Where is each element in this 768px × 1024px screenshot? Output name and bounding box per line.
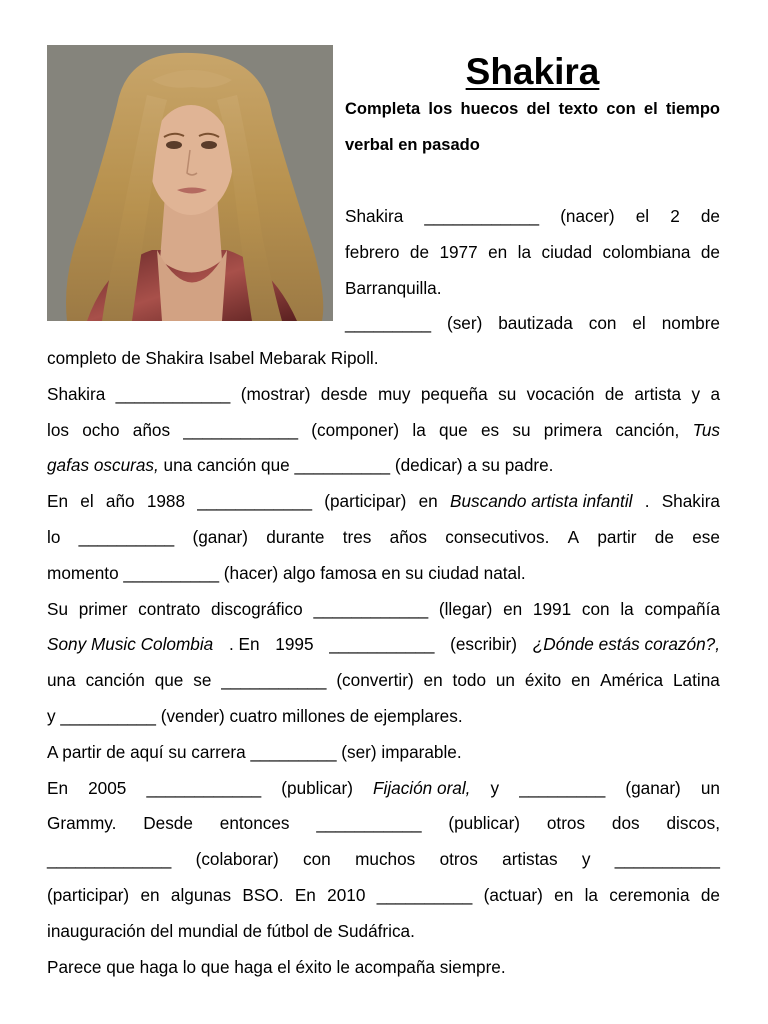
main-text-block: [47, 341, 720, 985]
blank-gap: ___________: [221, 670, 327, 691]
word: (ser): [446, 313, 483, 334]
word: muchos: [355, 849, 416, 870]
word: primer: [78, 598, 128, 619]
italic-title: ¿Dónde estás corazón?,: [532, 634, 720, 655]
word: Barranquilla.: [345, 277, 442, 298]
italic-title: Fijación oral,: [373, 777, 471, 798]
word: Grammy.: [47, 813, 117, 834]
word: el: [632, 313, 646, 334]
word: y __________ (vender) cuatro millones de ejemplares.: [47, 705, 463, 726]
word: con: [581, 598, 610, 619]
word: otros: [439, 849, 478, 870]
word: artistas: [502, 849, 558, 870]
word: (actuar): [483, 884, 543, 905]
word: la: [412, 419, 426, 440]
word: partir: [597, 526, 637, 547]
text-line: [47, 806, 720, 842]
italic-title: Buscando artista infantil: [449, 491, 633, 512]
text-line: [47, 592, 720, 628]
word: de: [654, 526, 674, 547]
word: a: [710, 383, 720, 404]
word: y: [490, 777, 500, 798]
word: el: [80, 491, 94, 512]
instructions-text: Completa los huecos del texto con el tiempo verbal en pasado: [345, 100, 720, 154]
blank-gap: __________: [376, 884, 473, 905]
word: América: [600, 670, 664, 691]
word: (nacer): [560, 206, 615, 226]
blank-gap: ___________: [316, 813, 422, 834]
blank-gap: ____________: [197, 491, 313, 512]
word: ocho: [82, 419, 120, 440]
word: años: [132, 419, 171, 440]
word: en: [503, 598, 523, 619]
word: la: [620, 598, 634, 619]
word: (escribir): [450, 634, 517, 655]
word: de: [700, 206, 720, 226]
word: Shakira: [47, 383, 106, 404]
word: en: [571, 670, 591, 691]
text-line: [47, 914, 720, 950]
word: completo de Shakira Isabel Mebarak Ripoll.: [47, 348, 379, 368]
text-line: [47, 663, 720, 699]
word: 1995: [275, 634, 314, 655]
word: En: [294, 884, 316, 905]
italic-title: Sony Music Colombia: [47, 634, 214, 655]
word: .: [644, 491, 650, 512]
text-line: [47, 842, 720, 878]
word: durante: [266, 526, 325, 547]
blank-gap: ___________: [329, 634, 435, 655]
word: BSO.: [242, 884, 284, 905]
text-line: [47, 771, 720, 807]
word: el: [635, 206, 650, 226]
word: 1991: [532, 598, 572, 619]
text-line: [47, 627, 720, 663]
word: (convertir): [336, 670, 414, 691]
word: en: [418, 491, 438, 512]
word: (llegar): [438, 598, 493, 619]
word: Shakira: [661, 491, 720, 512]
word: lo: [47, 526, 61, 547]
word: Desde: [143, 813, 193, 834]
word: pequeña: [420, 383, 488, 404]
word: una: [47, 670, 76, 691]
word: otros: [546, 813, 586, 834]
word: (mostrar): [240, 383, 311, 404]
word: 1988: [146, 491, 186, 512]
text-line: [345, 306, 720, 342]
word: 1977: [439, 241, 478, 262]
blank-gap: ____________: [183, 419, 299, 440]
word: su: [512, 419, 531, 440]
word: momento __________ (hacer) algo famosa en su ciudad natal.: [47, 562, 526, 583]
text-line: [47, 520, 720, 556]
word: (ganar): [625, 777, 681, 798]
word: contrato: [138, 598, 201, 619]
word: con: [303, 849, 331, 870]
word: la: [584, 884, 598, 905]
side-text-block: [345, 199, 720, 342]
word: nombre: [661, 313, 720, 334]
text-line: [47, 448, 720, 484]
word: en: [488, 241, 508, 262]
text-line: [47, 484, 720, 520]
blank-gap: ____________: [313, 598, 429, 619]
word: Parece que haga lo que haga el éxito le acompaña siempre.: [47, 956, 506, 977]
word: (componer): [311, 419, 400, 440]
word: es: [480, 419, 500, 440]
text-line: [47, 878, 720, 914]
text-line: [345, 199, 720, 235]
word: canción,: [615, 419, 680, 440]
word: discográfico: [211, 598, 303, 619]
word: artista: [634, 383, 682, 404]
text-line: [345, 271, 720, 307]
word: los: [47, 419, 69, 440]
word: 2: [670, 206, 680, 226]
italic-title: gafas oscuras,: [47, 455, 159, 476]
word: en: [423, 670, 443, 691]
word: año: [105, 491, 135, 512]
shakira-portrait-photo: [47, 45, 333, 321]
word: Su: [47, 598, 69, 619]
word: un: [700, 777, 720, 798]
blank-gap: ____________: [424, 206, 540, 226]
word: dos: [611, 813, 640, 834]
word: bautizada: [498, 313, 573, 334]
word: que: [439, 419, 468, 440]
word: Latina: [672, 670, 720, 691]
word: en: [140, 884, 160, 905]
word: de: [700, 884, 720, 905]
word: vocación: [526, 383, 595, 404]
word: se: [193, 670, 212, 691]
text-line: [47, 341, 720, 377]
text-line: [47, 377, 720, 413]
word: A partir de aquí su carrera _________ (ser) imparable.: [47, 741, 462, 762]
word: algunas: [170, 884, 232, 905]
word: 2005: [88, 777, 127, 798]
word: (participar): [324, 491, 407, 512]
word: ese: [692, 526, 720, 547]
word: (publicar): [281, 777, 353, 798]
word: En: [47, 491, 69, 512]
word: (ganar): [192, 526, 248, 547]
word: y: [581, 849, 591, 870]
word: éxito: [524, 670, 562, 691]
word: en: [554, 884, 574, 905]
word: con: [588, 313, 617, 334]
blank-gap: _________: [345, 313, 432, 334]
word: años: [389, 526, 427, 547]
blank-gap: ____________: [146, 777, 262, 798]
text-line: [47, 413, 720, 449]
word: compañía: [644, 598, 720, 619]
word: (colaborar): [195, 849, 279, 870]
text-line: [47, 735, 720, 771]
word: una canción que __________ (dedicar) a su padre.: [158, 455, 554, 476]
word: A: [567, 526, 580, 547]
word: discos,: [666, 813, 720, 834]
word: la: [517, 241, 532, 262]
word: En: [47, 777, 69, 798]
blank-gap: __________: [78, 526, 175, 547]
word: colombiana: [602, 241, 691, 262]
word: muy: [377, 383, 411, 404]
word: (publicar): [448, 813, 521, 834]
word: de: [409, 241, 430, 262]
worksheet-title: Shakira: [465, 51, 600, 92]
word: Shakira: [345, 206, 404, 226]
text-line: [345, 235, 720, 271]
word: ceremonia: [609, 884, 690, 905]
blank-gap: _____________: [47, 849, 172, 870]
blank-gap: _________: [519, 777, 606, 798]
blank-gap: ____________: [115, 383, 231, 404]
word: su: [498, 383, 517, 404]
word: inauguración del mundial de fútbol de Sudáfrica.: [47, 920, 415, 941]
word: de: [700, 241, 720, 262]
word: febrero: [345, 241, 400, 262]
word: entonces: [219, 813, 290, 834]
word: ciudad: [541, 241, 593, 262]
word: consecutivos.: [445, 526, 550, 547]
word: canción: [85, 670, 145, 691]
blank-gap: ___________: [614, 849, 720, 870]
word: y: [691, 383, 701, 404]
word: 2010: [327, 884, 366, 905]
word: (participar): [47, 884, 130, 905]
word: tres: [342, 526, 372, 547]
word: . En: [228, 634, 260, 655]
text-line: [47, 950, 720, 986]
word: un: [495, 670, 515, 691]
word: desde: [320, 383, 368, 404]
word: todo: [452, 670, 486, 691]
word: que: [154, 670, 184, 691]
text-line: [47, 699, 720, 735]
word: de: [604, 383, 624, 404]
text-line: [47, 556, 720, 592]
word: primera: [543, 419, 603, 440]
italic-title: Tus: [692, 419, 720, 440]
